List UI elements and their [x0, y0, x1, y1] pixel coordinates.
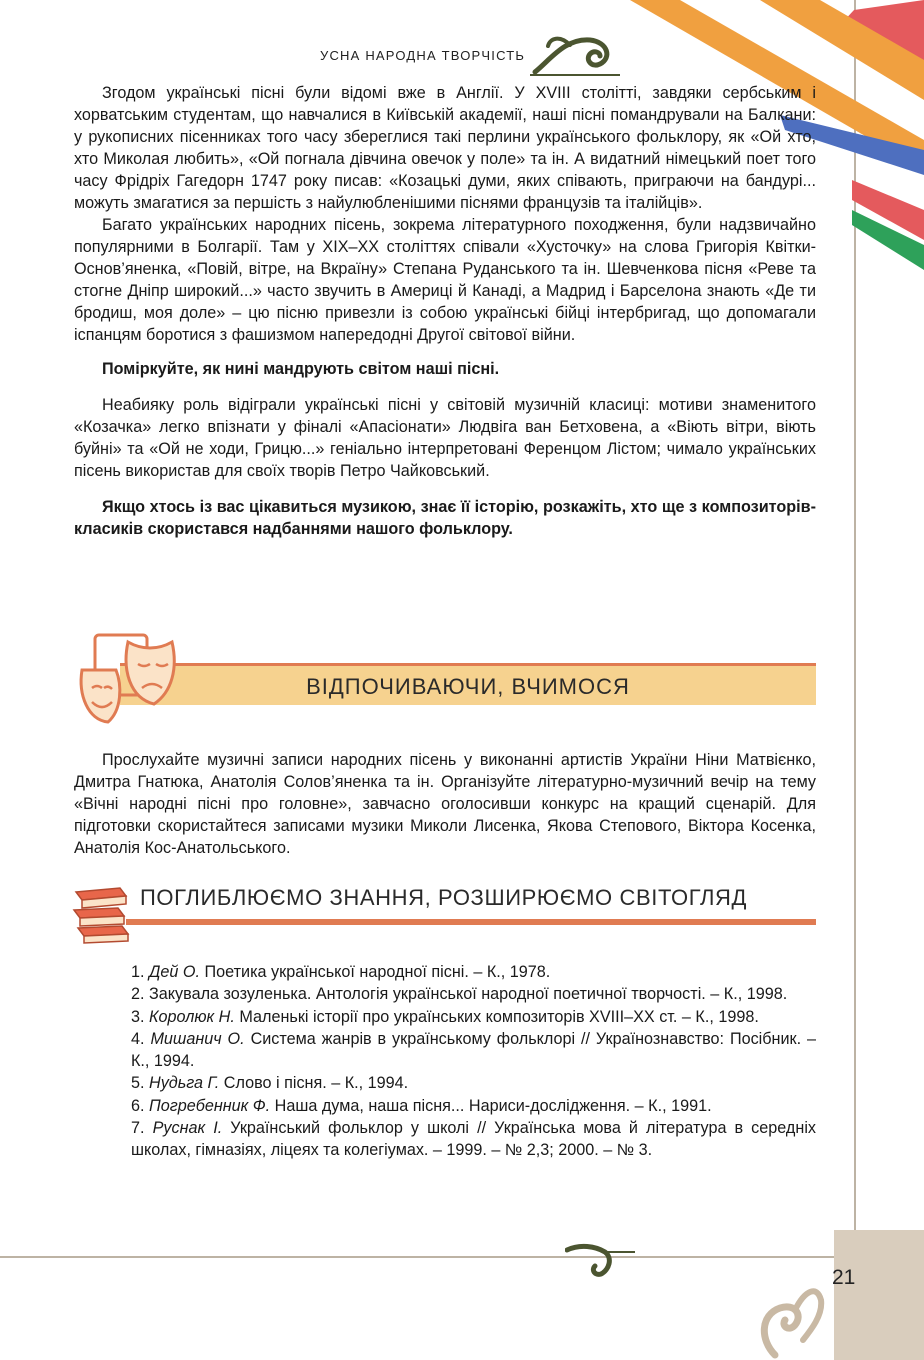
reference-item: 7. Руснак І. Український фольклор у школі // Українська мова й література в середніх школах, гімназіях, ліцеях та колегіумах. – 1999. – № 2,3; 2000. – № 3.	[131, 1119, 817, 1160]
paragraph-task	[74, 496, 816, 540]
section-rest-text: Прослухайте музичні записи народних пісень у виконанні артистів України Ніни Матвієнко, Дмитра Гнатюка, Анатолія Солов’яненка та ін. Організуйте літературно-музичний вечір на тему «Вічні народні пісні про головне», завчасно оголосивши конкурс на кращий сценарій. Для підготовки скористайтеся записами музики Миколи Лисенка, Якова Степового, Віктора Косенка, Анатолія Кос-Анатольського.	[74, 751, 816, 857]
reference-author: Дей О.	[149, 963, 201, 981]
paragraph-question	[74, 358, 816, 380]
body-text	[74, 82, 816, 540]
footer-swirl-ornament-icon	[565, 1240, 635, 1280]
reference-author: Королюк Н.	[149, 1007, 235, 1026]
reference-author: Руснак І.	[152, 1119, 223, 1138]
reference-item: 3. Королюк Н. Маленькі історії про українських композиторів XVIII–XX ст. – К., 1998.	[131, 1007, 759, 1026]
reference-author: Мишанич О.	[150, 1029, 245, 1048]
corner-swirl-ornament-icon	[755, 1270, 825, 1360]
reference-item: 1. Дей О. Поетика української народної пісні. – К., 1978.	[131, 963, 551, 981]
corner-block	[834, 1230, 924, 1360]
reference-item: 2. Закувала зозуленька. Антологія української народної поетичної творчості. – К., 1998.	[131, 985, 788, 1004]
task-bold: Якщо хтось із вас цікавиться музикою, знає її історію, розкажіть, хто ще з композиторів-класиків скористався надбаннями нашого фольклору.	[74, 498, 816, 538]
question-bold: Поміркуйте, як нині мандрують світом наші пісні.	[102, 360, 500, 378]
section-deepen-title: ПОГЛИБЛЮЄМО ЗНАННЯ, РОЗШИРЮЄМО СВІТОГЛЯД	[140, 885, 748, 910]
reference-item: 4. Мишанич О. Система жанрів в українському фольклорі // Українознавство: Посібник. – К., 1994.	[131, 1029, 817, 1071]
reference-author: Нудьга Г.	[149, 1074, 220, 1093]
reference-item: 6. Погребенник Ф. Наша дума, наша пісня... Нариси-дослідження. – К., 1991.	[131, 1096, 712, 1115]
section-rest-title: ВІДПОЧИВАЮЧИ, ВЧИМОСЯ	[306, 674, 630, 699]
section-rest-banner	[120, 663, 816, 705]
page-number: 21	[832, 1266, 856, 1289]
paragraph-2: Багато українських народних пісень, зокрема літературного походження, були надзвичайно популярними в Болгарії. Там у XIX–XX століттях співали «Хусточку» на слова Григорія Квітки-Основ’яненка, «Повій, вітре, на Вкраїну» Степана Руданського та ін. Шевченкова пісня «Реве та стогне Дніпр широкий...» часто звучить в Америці й Канаді, а Мадрид і Барселона знають «Де ти бродиш, моя доле» – цю пісню привезли із собою українські бійці інтербригад, що допомагали іспанцям боротися з фашизмом напередодні Другої світової війни.	[74, 216, 816, 344]
reference-author: Погребенник Ф.	[149, 1096, 271, 1115]
paragraph-1: Згодом українські пісні були відомі вже в Англії. У XVIII столітті, завдяки сербським і хорватським студентам, що навчалися в Київській академії, наші пісні помандрували на Балкани: у рукописних пісенниках того часу збереглися такі перлини українського фольклору, як «Ой хто, хто Миколая любить», «Ой погнала дівчина овечок у поле» та ін. А видатний німецький поет того часу Фрідріх Гагедорн 1747 року писав: «Козацькі думи, яких співають, приграючи на бандурі... можуть змагатися за першість з найулюбленішими піснями французів та італійців».	[74, 84, 816, 212]
books-stack-icon	[72, 884, 132, 944]
running-header: УСНА НАРОДНА ТВОРЧІСТЬ	[320, 48, 526, 63]
theatre-masks-icon	[70, 630, 180, 730]
swirl-ornament-icon	[530, 30, 630, 80]
reference-item: 5. Нудьга Г. Слово і пісня. – К., 1994.	[131, 1074, 409, 1093]
section-rest-text-block	[74, 749, 816, 859]
section-deepen-underline	[126, 919, 816, 925]
paragraph-3: Неабияку роль відіграли українські пісні у світовій музичній класиці: мотиви знаменитого «Козачка» легко впізнати у фіналі «Апасіонати» Людвіга ван Бетховена, а «Віють вітри, віють буйні» та «Ой не ходи, Грицю...» геніально інтерпретовані Ференцом Лістом; чимало українських пісень використав для своїх творів Петро Чайковський.	[74, 396, 816, 480]
references-list	[131, 961, 816, 1162]
